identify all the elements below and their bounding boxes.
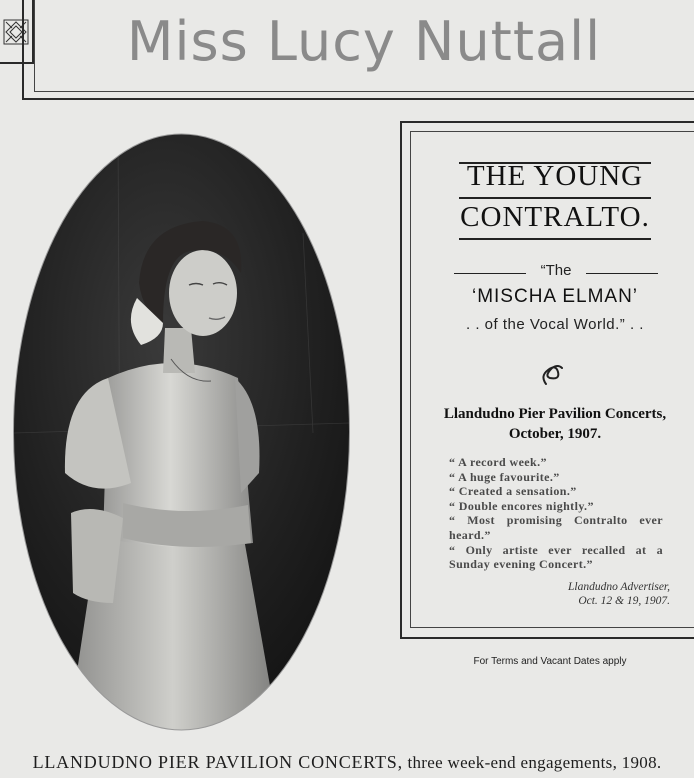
page-title: Miss Lucy Nuttall — [126, 10, 602, 73]
source-line-2: Oct. 12 & 19, 1907. — [578, 595, 670, 607]
terms-note: For Terms and Vacant Dates apply — [473, 656, 627, 667]
press-source — [480, 580, 670, 608]
concerts-line-2: October, 1907. — [508, 426, 602, 442]
footer-line — [0, 752, 694, 773]
quote-name: ‘MISCHA ELMAN’ — [471, 286, 639, 307]
heading-contralto: CONTRALTO. — [460, 201, 650, 233]
rule-middle — [459, 197, 651, 199]
quote-open-text: “The — [540, 262, 572, 279]
press-quotes — [449, 455, 663, 572]
press-quote: “ A huge favourite.” — [449, 469, 560, 484]
flourish-icon — [538, 362, 568, 390]
footer-rest: three week-end engagements, 1908. — [402, 753, 662, 772]
concerts-line-1: Llandudno Pier Pavilion Concerts, — [443, 406, 667, 422]
heading-young: THE YOUNG — [466, 160, 644, 192]
press-quote: “ Most promising Contralto ever heard.” — [449, 513, 663, 542]
quote-tail: . . of the Vocal World.” . . — [466, 316, 644, 333]
source-line-1: Llandudno Advertiser, — [567, 581, 670, 593]
press-quote: “ Double encores nightly.” — [449, 498, 594, 513]
footer-caps: LLANDUDNO PIER PAVILION CONCERTS, — [32, 752, 403, 772]
rule-bottom — [459, 238, 651, 240]
press-quote: “ A record week.” — [449, 455, 547, 469]
press-quote: “ Only artiste ever recalled at a Sunday evening Concert.” — [449, 542, 663, 572]
quote-rule-right — [586, 273, 658, 274]
quote-intro — [454, 262, 658, 282]
concerts-heading — [420, 404, 690, 444]
portrait-photo — [13, 133, 350, 731]
press-quote: “ Created a sensation.” — [449, 484, 577, 499]
